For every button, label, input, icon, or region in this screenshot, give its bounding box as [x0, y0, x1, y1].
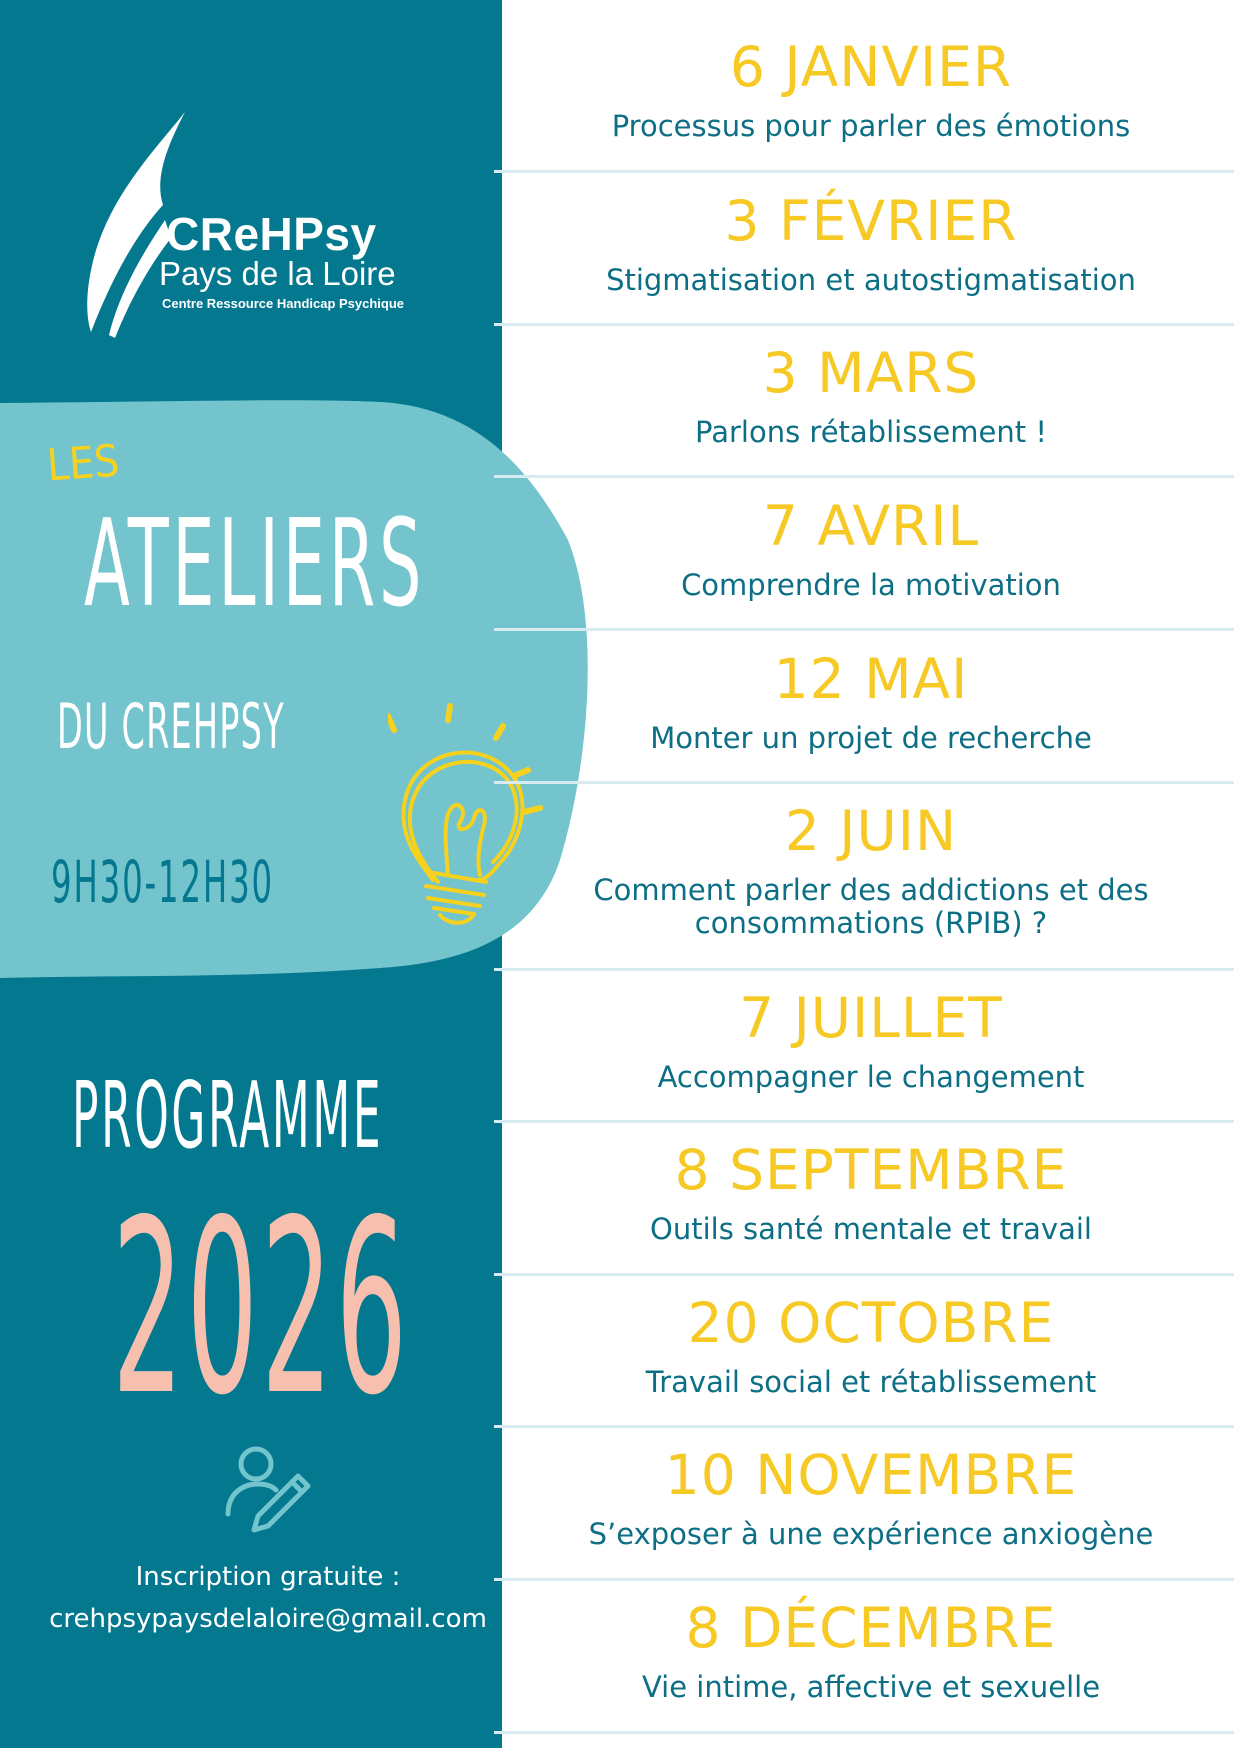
- logo-region: Pays de la Loire: [159, 255, 396, 292]
- programme-year: 2026: [112, 1168, 411, 1448]
- session-time: 9H30-12H30: [51, 848, 275, 916]
- divider: [494, 1731, 1234, 1734]
- divider: [494, 475, 1234, 478]
- session-topic: Parlons rétablissement !: [695, 415, 1047, 449]
- logo-name: CReHPsy: [166, 208, 377, 260]
- session-topic: Outils santé mentale et travail: [650, 1212, 1092, 1246]
- session-item: [502, 648, 1240, 755]
- programme-label: PROGRAMME: [72, 1062, 384, 1169]
- session-date: 10 NOVEMBRE: [664, 1443, 1078, 1507]
- divider: [494, 968, 1234, 971]
- session-topic: Stigmatisation et autostigmatisation: [606, 263, 1136, 297]
- session-date: 6 JANVIER: [729, 35, 1013, 99]
- session-date: 7 JUILLET: [739, 986, 1003, 1050]
- session-item: [502, 190, 1240, 297]
- divider: [494, 170, 1234, 173]
- divider: [494, 1578, 1234, 1581]
- registration-label: Inscription gratuite :: [135, 1562, 401, 1592]
- session-topic: Monter un projet de recherche: [650, 721, 1092, 755]
- divider: [494, 628, 1234, 631]
- session-item: [502, 800, 1240, 940]
- session-date: 8 SEPTEMBRE: [674, 1138, 1068, 1202]
- user-edit-icon: [224, 1442, 314, 1534]
- session-date: 8 DÉCEMBRE: [685, 1596, 1057, 1660]
- session-topic: Vie intime, affective et sexuelle: [641, 1670, 1101, 1704]
- session-topic: S’exposer à une expérience anxiogène: [588, 1517, 1154, 1551]
- session-topic: Comment parler des addictions et des consommations (RPIB) ?: [593, 873, 1149, 940]
- session-item: [502, 1292, 1240, 1399]
- session-topic: Comprendre la motivation: [681, 568, 1061, 602]
- registration-email[interactable]: crehpsypaysdelaloire@gmail.com: [49, 1604, 487, 1634]
- session-date: 2 JUIN: [784, 799, 958, 863]
- session-date: 7 AVRIL: [762, 494, 980, 558]
- session-date: 3 FÉVRIER: [724, 189, 1018, 253]
- divider: [494, 781, 1234, 784]
- session-topic: Travail social et rétablissement: [645, 1365, 1097, 1399]
- session-item: [502, 495, 1240, 602]
- session-date: 3 MARS: [762, 341, 980, 405]
- session-topic: Processus pour parler des émotions: [611, 109, 1131, 143]
- session-item: [502, 1597, 1240, 1704]
- session-date: 12 MAI: [773, 647, 969, 711]
- session-item: [502, 987, 1240, 1094]
- title-ateliers: ATELIERS: [84, 495, 426, 634]
- session-item: [502, 1139, 1240, 1246]
- session-date: 20 OCTOBRE: [687, 1291, 1055, 1355]
- title-du-crehpsy: DU CREHPSY: [57, 690, 285, 763]
- divider: [494, 1425, 1234, 1428]
- divider: [494, 1273, 1234, 1276]
- title-les: LES: [45, 435, 121, 492]
- divider: [494, 1120, 1234, 1123]
- session-topic: Accompagner le changement: [657, 1060, 1085, 1094]
- session-item: [502, 1444, 1240, 1551]
- session-item: [502, 36, 1240, 143]
- session-item: [502, 342, 1240, 449]
- divider: [494, 323, 1234, 326]
- logo-subtitle: Centre Ressource Handicap Psychique: [162, 296, 405, 311]
